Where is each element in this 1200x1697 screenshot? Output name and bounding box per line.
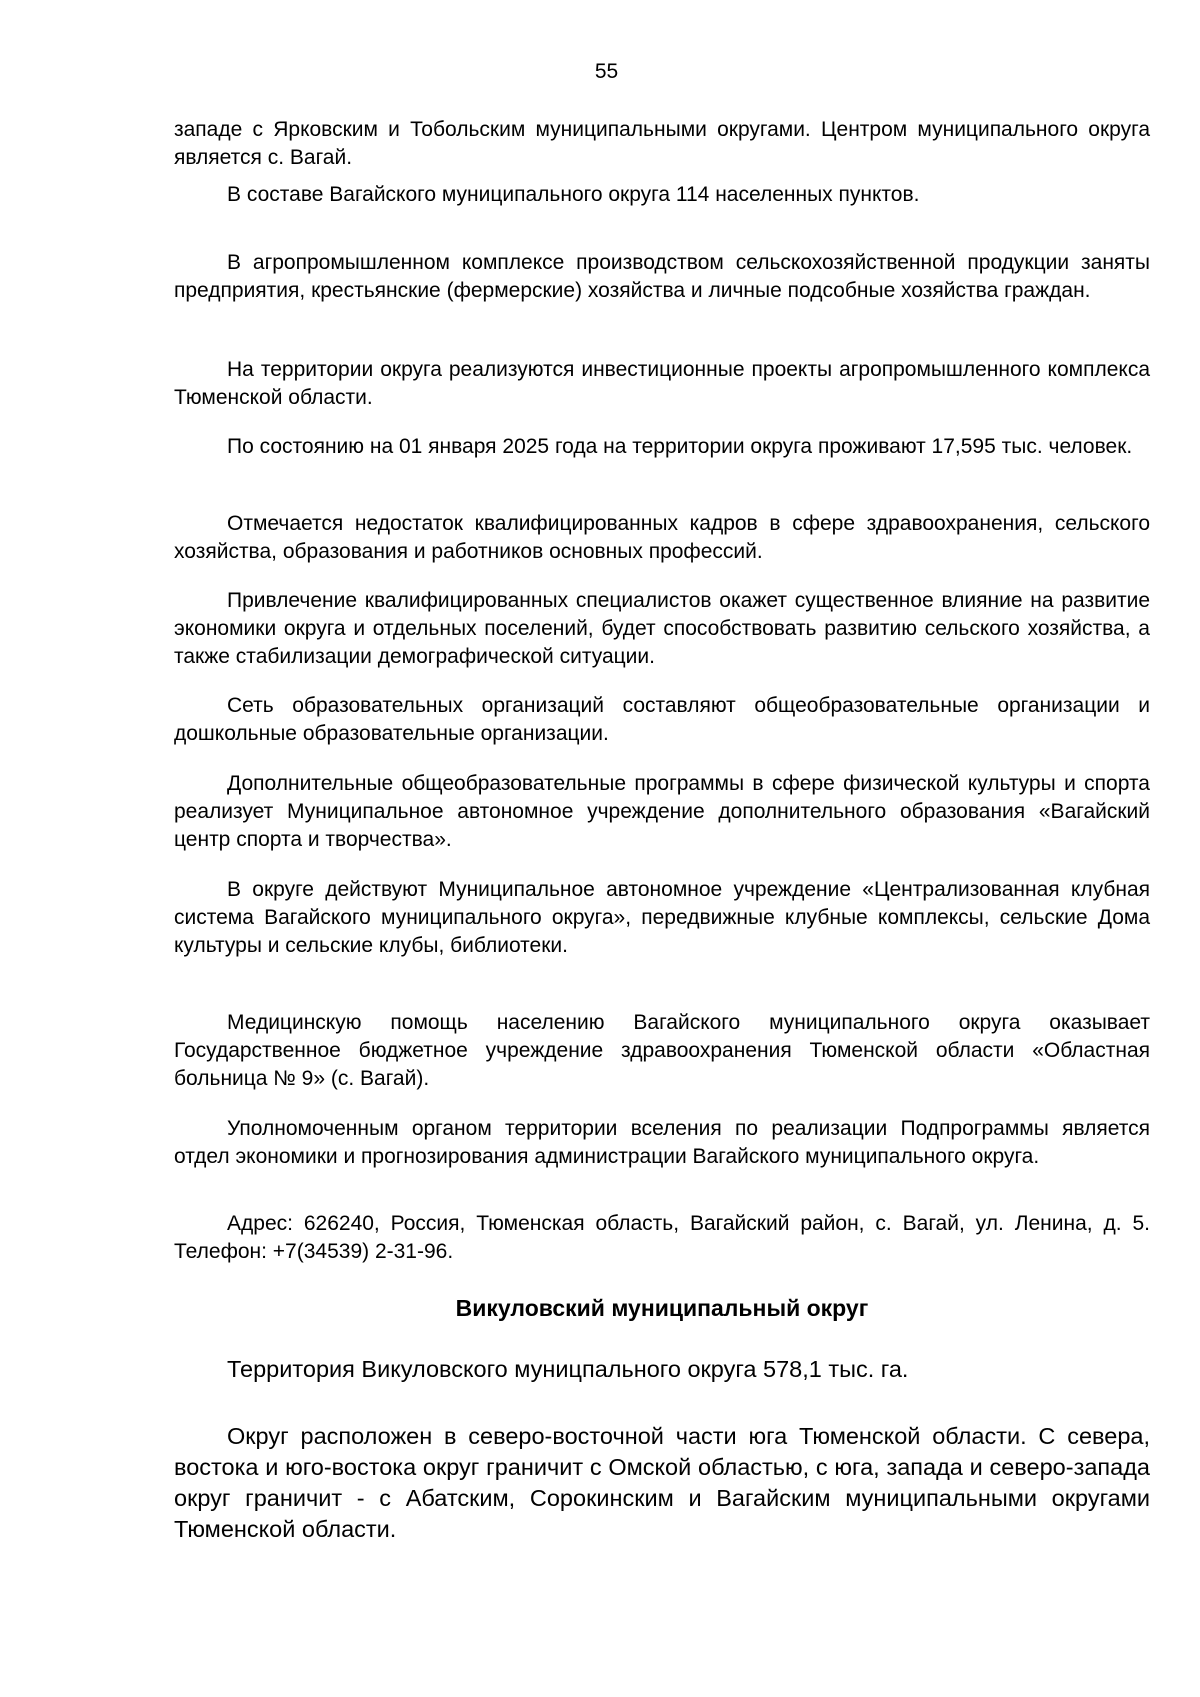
paragraph-population: По состоянию на 01 января 2025 года на территории округа проживают 17,595 тыс. человек. <box>227 435 1133 458</box>
paragraph-additional-programs: Дополнительные общеобразовательные программы в сфере физической культуры и спорта реализует Муниципальное автономное учреждение дополнительного образования «Вагайский центр спорта и творчества». <box>174 772 1150 851</box>
paragraph-territory-area: Территория Викуловского муницпального округа 578,1 тыс. га. <box>227 1356 909 1382</box>
section-heading: Викуловский муниципальный округ <box>455 1295 869 1321</box>
paragraph-address: Адрес: 626240, Россия, Тюменская область, Вагайский район, с. Вагай, ул. Ленина, д. 5. Телефон: +7(34539) 2-31-96. <box>174 1212 1150 1263</box>
paragraph-education-network: Сеть образовательных организаций составляют общеобразовательные организации и дошкольные образовательные организации. <box>174 694 1150 745</box>
page-number: 55 <box>594 60 619 83</box>
paragraph-investment-projects: На территории округа реализуются инвестиционные проекты агропромышленного комплекса Тюменской области. <box>174 358 1150 409</box>
paragraph-specialists-impact: Привлечение квалифицированных специалистов окажет существенное влияние на развитие экономики округа и отдельных поселений, будет способствовать развитию сельского хозяйства, а также стабилизации демографической ситуации. <box>174 589 1150 668</box>
paragraph-medical-care: Медицинскую помощь населению Вагайского муниципального округа оказывает Государственное бюджетное учреждение здравоохранения Тюменской области «Областная больница № 9» (с. Вагай). <box>174 1011 1150 1090</box>
paragraph-agro-complex: В агропромышленном комплексе производством сельскохозяйственной продукции заняты предприятия, крестьянские (фермерские) хозяйства и личные подсобные хозяйства граждан. <box>174 251 1150 302</box>
paragraph-location-borders: Округ расположен в северо-восточной части юга Тюменской области. С севера, востока и юго-востока округ граничит с Омской областью, с юга, запада и северо-запада округ граничит - с Абатским, Сорокинским и Вагайским муниципальными округами Тюменской области. <box>174 1423 1150 1542</box>
paragraph-authorized-body: Уполномоченным органом территории вселения по реализации Подпрограммы является отдел экономики и прогнозирования администрации Вагайского муниципального округа. <box>174 1117 1150 1168</box>
paragraph-border-continuation: западе с Ярковским и Тобольским муниципальными округами. Центром муниципального округа является с. Вагай. <box>174 118 1150 169</box>
paragraph-culture-institutions: В округе действуют Муниципальное автономное учреждение «Централизованная клубная система Вагайского муниципального округа», передвижные клубные комплексы, сельские Дома культуры и сельские клубы, библиотеки. <box>174 878 1150 957</box>
paragraph-settlements-count: В составе Вагайского муниципального округа 114 населенных пунктов. <box>227 183 920 206</box>
paragraph-staff-shortage: Отмечается недостаток квалифицированных кадров в сфере здравоохранения, сельского хозяйства, образования и работников основных профессий. <box>174 512 1150 563</box>
